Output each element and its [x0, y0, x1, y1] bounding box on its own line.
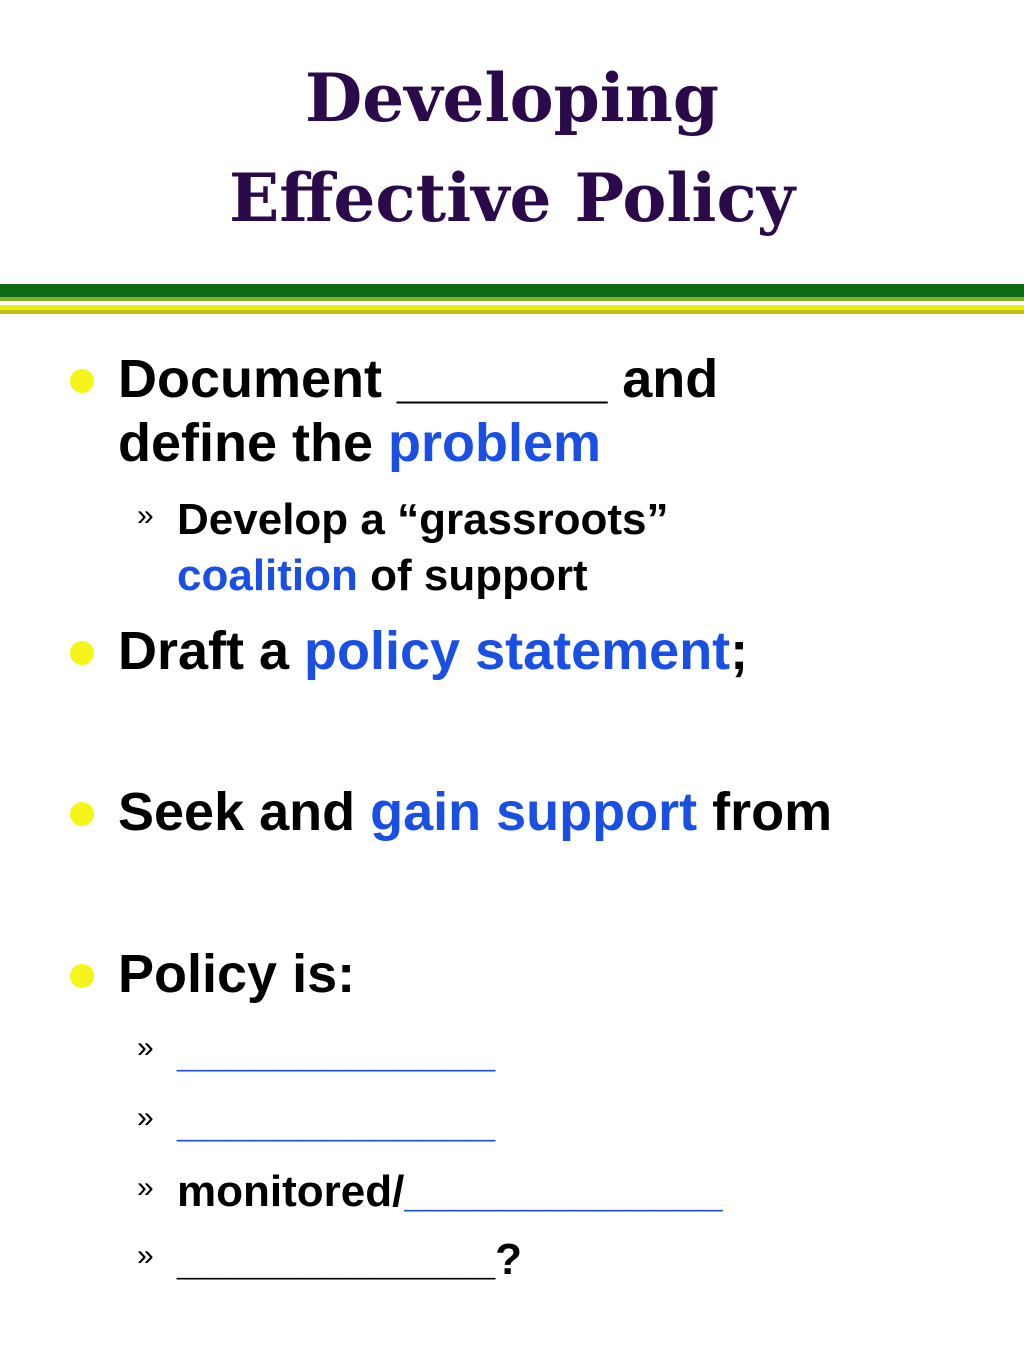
bullet-3-text: Seek and	[118, 782, 371, 842]
bullet-3-highlight: gain support	[370, 782, 698, 842]
policy-item	[137, 1094, 977, 1150]
policy-item-blank: _____________	[404, 1167, 723, 1216]
sub-bullet-marker-icon: »	[137, 1171, 154, 1204]
bullet-dot-icon	[70, 641, 94, 665]
sub-bullet-marker-icon: »	[137, 1101, 154, 1134]
bullet-3-suffix: from	[697, 782, 833, 842]
policy-item	[137, 1164, 977, 1220]
policy-item-blank: _____________	[177, 1027, 496, 1076]
policy-item-prefix: monitored/	[177, 1167, 405, 1216]
slide-title	[0, 48, 1024, 248]
bullet-policy-is	[118, 942, 998, 1006]
sub-bullet-text: of support	[357, 551, 588, 600]
bullet-document-problem	[118, 347, 998, 475]
bullet-2-highlight: policy statement	[304, 621, 731, 681]
bullet-4-text: Policy is:	[118, 944, 356, 1004]
policy-item-blank: _____________	[177, 1235, 496, 1284]
policy-item	[137, 1232, 977, 1288]
title-line-2: Effective Policy	[228, 159, 796, 237]
bullet-gain-support	[118, 780, 998, 844]
divider-olive	[0, 310, 1024, 314]
policy-item-suffix: ?	[495, 1235, 523, 1284]
policy-item	[137, 1024, 977, 1080]
sub-bullet-marker-icon: »	[137, 1239, 154, 1272]
divider-dark-green	[0, 284, 1024, 297]
bullet-1-line-1: Document _______ and	[118, 349, 719, 409]
bullet-dot-icon	[70, 802, 94, 826]
bullet-dot-icon	[70, 369, 94, 393]
bullet-1-text: define the	[118, 413, 374, 473]
bullet-2-text: Draft a	[118, 621, 305, 681]
bullet-1-line-2	[118, 411, 998, 475]
sub-bullet-marker-icon: »	[137, 1031, 154, 1064]
bullet-dot-icon	[70, 964, 94, 988]
sub-bullet-line-2	[177, 548, 977, 604]
sub-bullet-line-1: Develop a “grassroots”	[177, 495, 669, 544]
divider-light-green	[0, 297, 1024, 301]
sub-bullet-highlight: coalition	[177, 551, 358, 600]
sub-bullet-marker-icon: »	[137, 499, 154, 532]
bullet-1-highlight: problem	[388, 413, 602, 473]
bullet-policy-statement	[118, 619, 998, 683]
sub-bullet-grassroots	[137, 492, 977, 604]
bullet-2-suffix: ;	[730, 621, 749, 681]
title-line-1: Developing	[304, 59, 719, 137]
policy-item-blank: _____________	[177, 1097, 496, 1146]
